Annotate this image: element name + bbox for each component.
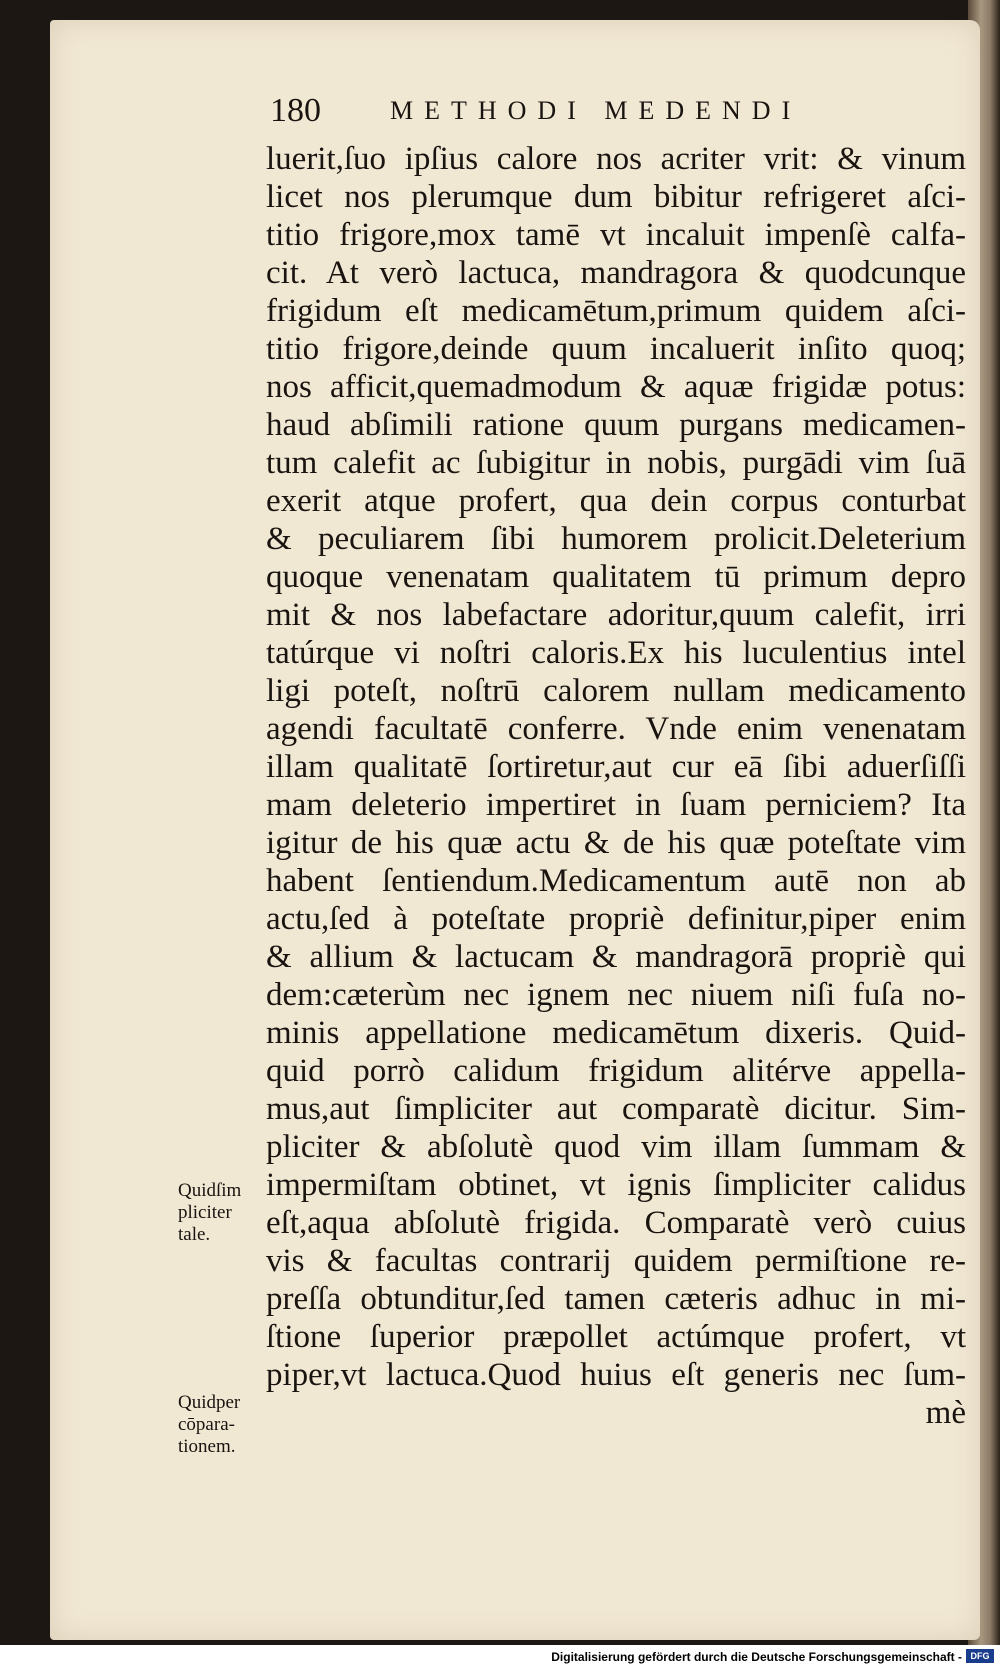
text-line: vis & facultas contrarij quidem permiſtione re- — [266, 1243, 966, 1279]
text-line: actu,ſed à poteſtate propriè definitur,piper enim — [266, 901, 966, 937]
running-title: METHODI MEDENDI — [390, 96, 802, 125]
text-line: titio frigore,mox tamē vt incaluit impenſè calfa- — [266, 217, 966, 253]
text-line: titio frigore,deinde quum incaluerit inſito quoq; — [266, 331, 966, 367]
text-line: tum calefit ac ſubigitur in nobis, purgādi vim ſuā — [266, 445, 966, 481]
text-line: agendi facultatē conferre. Vnde enim venenatam — [266, 711, 966, 747]
text-line: nos afficit,quemadmodum & aquæ frigidæ potus: — [266, 369, 966, 405]
margin-note-simpliciter — [178, 1180, 268, 1246]
text-line: haud abſimili ratione quum purgans medicamen- — [266, 407, 966, 443]
text-line: mam deleterio impertiret in ſuam perniciem? Ita — [266, 787, 966, 823]
page-number: 180 — [270, 92, 321, 129]
text-line: ſtione ſuperior præpollet actúmque profert, vt — [266, 1319, 966, 1355]
margin-note-line: Quidper — [178, 1392, 241, 1413]
page-header — [270, 88, 970, 134]
text-line: mus,aut ſimpliciter aut comparatè dicitur. Sim- — [266, 1091, 966, 1127]
text-line: exerit atque profert, qua dein corpus conturbat — [266, 483, 966, 519]
text-line: & allium & lactucam & mandragorā propriè qui — [266, 939, 966, 975]
text-line: frigidum eſt medicamētum,primum quidem aſci- — [266, 293, 966, 329]
text-line: cit. At verò lactuca, mandragora & quodcunque — [266, 255, 966, 291]
dfg-logo: DFG — [966, 1649, 994, 1663]
catchword: mè — [925, 1395, 966, 1431]
text-line: mit & nos labefactare adoritur,quum calefit, irri — [266, 597, 966, 633]
margin-note-line: Quidſim — [178, 1180, 242, 1201]
text-line: quoque venenatam qualitatem tū primum depro — [266, 559, 966, 595]
text-line: preſſa obtunditur,ſed tamen cæteris adhuc in mi- — [266, 1281, 966, 1317]
text-line: impermiſtam obtinet, vt ignis ſimpliciter calidus — [266, 1167, 966, 1203]
text-line: illam qualitatē ſortiretur,aut cur eā ſibi aduerſiſſi — [266, 749, 966, 785]
margin-note-line: cōpara- — [178, 1414, 235, 1435]
text-line: & peculiarem ſibi humorem prolicit.Deleterium — [266, 521, 966, 557]
text-line: quid porrò calidum frigidum alitérve appella- — [266, 1053, 966, 1089]
text-line: dem:cæterùm nec ignem nec niuem niſi fuſa no- — [266, 977, 966, 1013]
margin-note-line: pliciter — [178, 1202, 232, 1223]
body-text — [266, 140, 966, 1432]
margin-note-comparatione — [178, 1392, 268, 1458]
funding-credit: Digitalisierung gefördert durch die Deutsche Forschungsgemeinschaft - — [551, 1650, 962, 1664]
text-line: ligi poteſt, noſtrū calorem nullam medicamento — [266, 673, 966, 709]
footer-bar — [0, 1645, 1000, 1670]
text-line: igitur de his quæ actu & de his quæ poteſtate vim — [266, 825, 966, 861]
margin-note-line: tionem. — [178, 1436, 236, 1457]
text-line: luerit,ſuo ipſius calore nos acriter vrit: & vinum — [266, 141, 966, 177]
text-line: habent ſentiendum.Medicamentum autē non ab — [266, 863, 966, 899]
text-line: pliciter & abſolutè quod vim illam ſummam & — [266, 1129, 966, 1165]
text-line: piper,vt lactuca.Quod huius eſt generis nec ſum- — [266, 1357, 966, 1393]
text-line: eſt,aqua abſolutè frigida. Comparatè verò cuius — [266, 1205, 966, 1241]
text-line: tatúrque vi noſtri caloris.Ex his luculentius intel — [266, 635, 966, 671]
text-line: minis appellatione medicamētum dixeris. Quid- — [266, 1015, 966, 1051]
margin-note-line: tale. — [178, 1224, 211, 1245]
text-line: licet nos plerumque dum bibitur refrigeret aſci- — [266, 179, 966, 215]
